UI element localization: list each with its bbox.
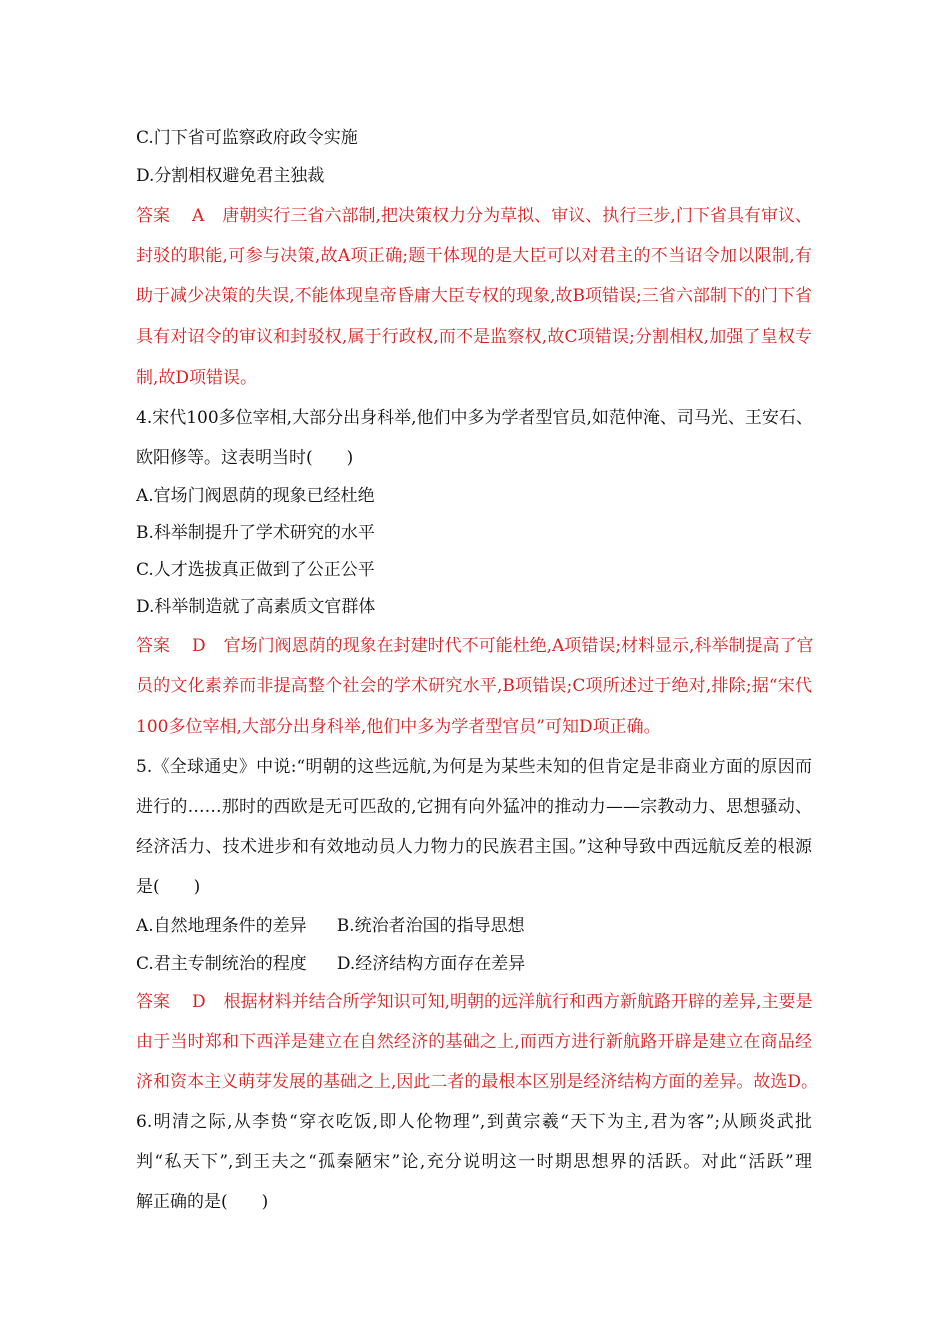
q4-stem-line-1: 4.宋代100多位宰相,大部分出身科举,他们中多为学者型官员,如范仲淹、司马光、王安石、	[136, 408, 813, 428]
q6-stem-line-1: 6.明清之际,从李贽“穿衣吃饭,即人伦物理”,到黄宗羲“天下为主,君为客”;从顾炎武批	[136, 1112, 812, 1132]
q4-answer-line-2: 员的文化素养而非提高整个社会的学术研究水平,B项错误;C项所述过于绝对,排除;据“宋代	[136, 676, 812, 696]
q3-answer-line-3: 助于减少决策的失误,不能体现皇帝昏庸大臣专权的现象,故B项错误;三省六部制下的门下省	[136, 286, 812, 306]
q5-option-d: D.经济结构方面存在差异	[336, 954, 526, 974]
q5-stem-line-2: 进行的……那时的西欧是无可匹敌的,它拥有向外猛冲的推动力——宗教动力、思想骚动、	[136, 797, 812, 817]
q4-answer-line-1	[136, 634, 812, 658]
q6-stem-line-2: 判“私天下”,到王夫之“孤秦陋宋”论,充分说明这一时期思想界的活跃。对此“活跃”理	[136, 1152, 812, 1172]
q4-answer-line-3: 100多位宰相,大部分出身科举,他们中多为学者型官员”可知D项正确。	[136, 717, 661, 737]
q5-option-a: A.自然地理条件的差异	[136, 916, 307, 936]
q4-option-b: B.科举制提升了学术研究的水平	[136, 523, 375, 543]
q5-stem-line-4: 是( )	[136, 877, 201, 897]
answer-text: 唐朝实行三省六部制,把决策权力分为草拟、审议、执行三步,门下省具有审议、	[222, 206, 812, 226]
q3-answer-line-5: 制,故D项错误。	[136, 368, 258, 388]
answer-label: 答案	[136, 992, 170, 1012]
q4-stem-line-2: 欧阳修等。这表明当时( )	[136, 448, 354, 468]
q5-option-b: B.统治者治国的指导思想	[336, 916, 525, 936]
q4-option-c: C.人才选拔真正做到了公正公平	[136, 560, 375, 580]
q3-answer-line-2: 封驳的职能,可参与决策,故A项正确;题干体现的是大臣可以对君主的不当诏令加以限制,有	[136, 246, 812, 266]
q5-option-c: C.君主专制统治的程度	[136, 954, 307, 974]
q5-answer-line-1	[136, 990, 812, 1014]
q3-option-c: C.门下省可监察政府政令实施	[136, 128, 358, 148]
q5-options-row-2	[136, 952, 525, 976]
q6-stem-line-3: 解正确的是( )	[136, 1192, 269, 1212]
q5-answer-line-3: 济和资本主义萌芽发展的基础之上,因此二者的最根本区别是经济结构方面的差异。故选D。	[136, 1072, 819, 1092]
q5-answer-line-2: 由于当时郑和下西洋是建立在自然经济的基础之上,而西方进行新航路开辟是建立在商品经	[136, 1032, 812, 1052]
q5-stem-line-3: 经济活力、技术进步和有效地动员人力物力的民族君主国。”这种导致中西远航反差的根源	[136, 837, 812, 857]
q3-answer-line-1	[136, 204, 812, 228]
answer-key: A	[192, 206, 205, 226]
answer-label: 答案	[136, 206, 170, 226]
answer-label: 答案	[136, 636, 170, 656]
answer-text: 官场门阀恩荫的现象在封建时代不可能杜绝,A项错误;材料显示,科举制提高了官	[223, 636, 814, 656]
q5-options-row-1	[136, 914, 525, 938]
answer-text: 根据材料并结合所学知识可知,明朝的远洋航行和西方新航路开辟的差异,主要是	[223, 992, 813, 1012]
answer-key: D	[192, 636, 206, 656]
q4-option-d: D.科举制造就了高素质文官群体	[136, 597, 376, 617]
q4-option-a: A.官场门阀恩荫的现象已经杜绝	[136, 486, 375, 506]
q5-stem-line-1: 5.《全球通史》中说:“明朝的这些远航,为何是为某些未知的但肯定是非商业方面的原因而	[136, 757, 812, 777]
q3-option-d: D.分割相权避免君主独裁	[136, 166, 325, 186]
answer-key: D	[192, 992, 206, 1012]
q3-answer-line-4: 具有对诏令的审议和封驳权,属于行政权,而不是监察权,故C项错误;分割相权,加强了皇权专	[136, 327, 812, 347]
